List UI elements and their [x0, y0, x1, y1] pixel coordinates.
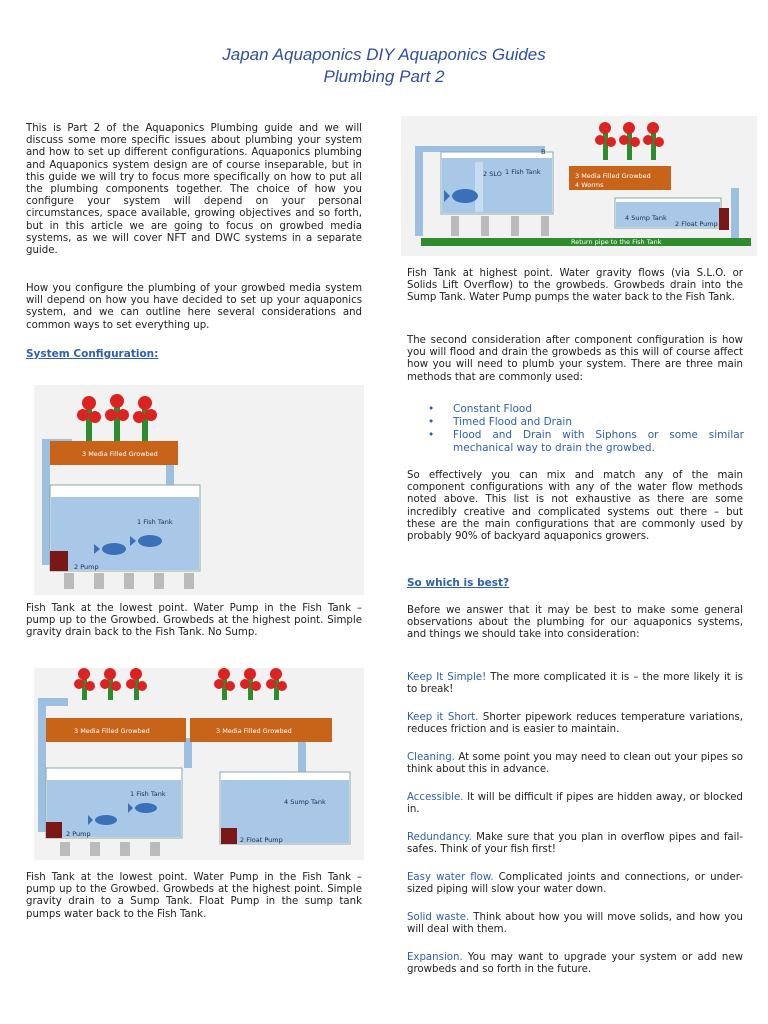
tip-text: Shorter pipework reduces temperature variations, reduces friction and is easier to maintain.: [407, 712, 743, 736]
fish-tank-water: [442, 158, 552, 213]
tip-keep-it-short: [407, 712, 743, 736]
tip-key: Solid waste.: [407, 912, 470, 923]
diagram-with-sump: [34, 668, 364, 860]
tip-key: Cleaning.: [407, 752, 455, 763]
tip-text: Make sure that you plan in overflow pipes and fail-safes. Think of your fish first!: [407, 832, 743, 856]
tip-easy-water-flow: [407, 872, 743, 896]
tip-key: Keep It Simple!: [407, 672, 487, 683]
tip-text: It will be difficult if pipes are hidden away, or blocked in.: [407, 792, 743, 816]
tip-text: At some point you may need to clean out your pipes so think about this in advance.: [407, 752, 743, 776]
growbed-b-label: 3 Media Filled Growbed: [216, 727, 292, 735]
worms-label: 4 Worms: [575, 181, 604, 189]
slo-label: 2 SLO: [483, 170, 502, 178]
fish-tank-label: 1 Fish Tank: [505, 168, 541, 176]
tip-cleaning: [407, 752, 743, 776]
which-is-best-heading: So which is best?: [407, 577, 510, 589]
growbed-label: 3 Media Filled Growbed: [82, 450, 158, 458]
tip-text: The more complicated it is – the more likely it is to break!: [407, 672, 743, 696]
caption-diagram-2: Fish Tank at the lowest point. Water Pump in the Fish Tank – pump up to the Growbed. Growbeds at the highest point. Simple gravity drain to a Sump Tank. Float Pump in the sump tank pumps water back to the Fish Tank.: [26, 872, 362, 920]
flood-methods-list: [428, 403, 744, 455]
tip-key: Accessible.: [407, 792, 464, 803]
plants-icon: [595, 122, 664, 160]
method-item: • Constant Flood: [428, 403, 744, 416]
tip-solid-waste: [407, 912, 743, 936]
tip-redundancy: [407, 832, 743, 856]
tip-text: Think about how you will move solids, and how you will deal with them.: [407, 912, 743, 936]
tip-key: Keep it Short.: [407, 712, 479, 723]
caption-diagram-3: Fish Tank at highest point. Water gravity flows (via S.L.O. or Solids Lift Overflow) to the growbeds. Growbeds drain into the Sump Tank. Water Pump pumps the water back to the Fish Tank.: [407, 268, 743, 304]
diagram-no-sump: [34, 385, 364, 595]
tip-key: Redundancy.: [407, 832, 472, 843]
mix-and-match-paragraph: So effectively you can mix and match any of the main component configurations with any of the water flow methods noted above. This list is not exhaustive as there are some incredibly creative and complicated systems out there – but these are the main configurations that are commonly used by probably 90% of backyard aquaponics growers.: [407, 470, 743, 543]
title-line-1: Japan Aquaponics DIY Aquaponics Guides: [222, 45, 546, 64]
tip-expansion: [407, 952, 743, 976]
growbed-a-label: 3 Media Filled Growbed: [74, 727, 150, 735]
second-consideration-paragraph: The second consideration after component configuration is how you will flood and drain the growbeds as this will of course affect how you will need to plumb your system. There are three main methods that are commonly used:: [407, 335, 743, 383]
tip-text: Complicated joints and connections, or under-sized piping will slow your water down.: [407, 872, 743, 896]
b-label: B: [541, 148, 546, 156]
intro-paragraph: This is Part 2 of the Aquaponics Plumbing guide and we will discuss some more specific issues about plumbing your system and how to set up different configurations. Aquaponics plumbing and Aquaponics system design are of course inseparable, but in this guide we will try to focus more specifically on how to put all the plumbing components together. The choice of how you configure your system will depend on your personal circumstances, space available, growing objectives and so forth, but in this article we are going to focus on growbed media systems, as we will cover NFT and DWC systems in a separate guide.: [26, 123, 362, 257]
fish-tank-label: 1 Fish Tank: [130, 790, 166, 798]
pump-label: 2 Pump: [74, 563, 99, 571]
tip-accessible: [407, 792, 743, 816]
float-pump-label: 2 Float Pump: [675, 220, 718, 228]
sump-tank-label: 4 Sump Tank: [284, 798, 326, 806]
pump-shape: [50, 551, 68, 571]
float-pump-label: 2 Float Pump: [240, 836, 283, 844]
system-configuration-heading: System Configuration:: [26, 348, 159, 360]
observations-paragraph: Before we answer that it may be best to make some general observations about the plumbing for our aquaponics systems, and things we should take into consideration:: [407, 605, 743, 641]
diagram-fish-tank-highest: [401, 116, 757, 256]
fish-tank-water: [51, 497, 199, 570]
return-pipe-label: Return pipe to the Fish Tank: [571, 238, 662, 246]
method-item: • Flood and Drain with Siphons or some similar mechanical way to drain the growbed.: [428, 429, 744, 455]
intro-paragraph-2: How you configure the plumbing of your growbed media system will depend on how you have decided to set up your aquaponics system, and we can outline here several considerations and common ways to set everything up.: [26, 283, 362, 331]
tip-key: Expansion.: [407, 952, 463, 963]
title-line-2: Plumbing Part 2: [323, 67, 445, 86]
pump-label: 2 Pump: [66, 830, 91, 838]
plants-icon: [77, 394, 157, 441]
tip-text: You may want to upgrade your system or add new growbeds and so forth in the future.: [407, 952, 743, 976]
sump-tank-water: [221, 780, 349, 843]
sump-tank-label: 4 Sump Tank: [625, 214, 667, 222]
fish-tank-label: 1 Fish Tank: [137, 518, 173, 526]
tip-keep-it-simple: [407, 672, 743, 696]
tip-key: Easy water flow.: [407, 872, 494, 883]
fish-tank-water: [47, 780, 181, 837]
method-item: • Timed Flood and Drain: [428, 416, 744, 429]
growbed-label: 3 Media Filled Growbed: [575, 172, 651, 180]
caption-diagram-1: Fish Tank at the lowest point. Water Pump in the Fish Tank – pump up to the Growbed. Growbeds at the highest point. Simple gravity drain back to the Fish Tank. No Sump.: [26, 603, 362, 639]
